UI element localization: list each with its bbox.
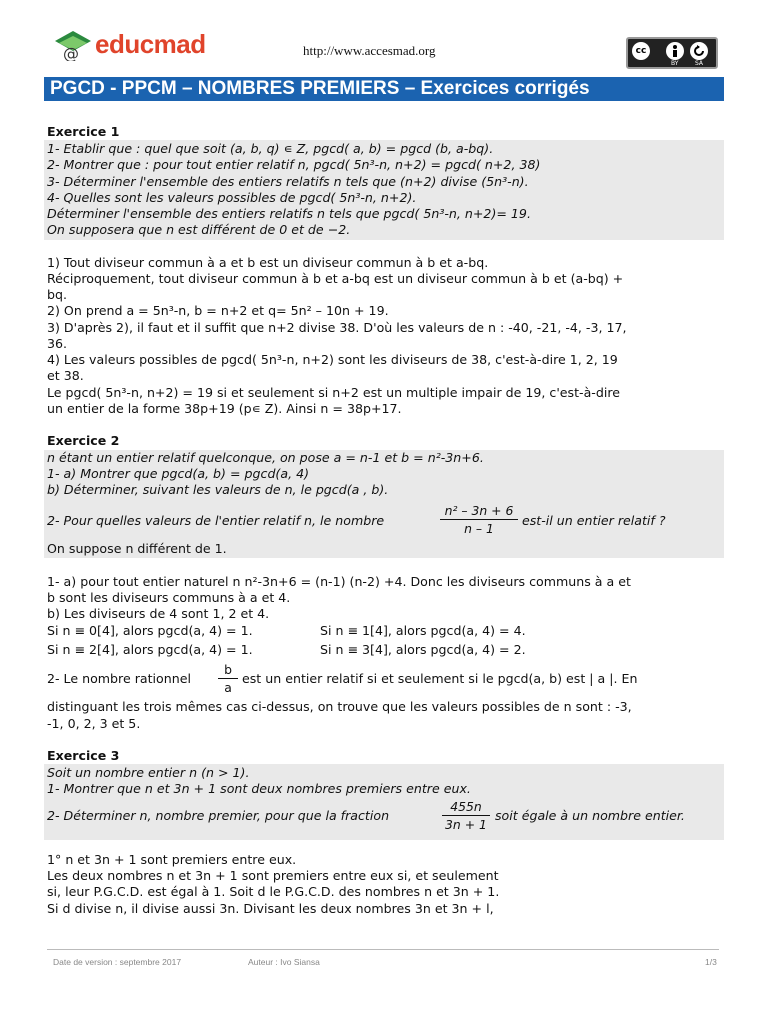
answer-line: si, leur P.G.C.D. est égal à 1. Soit d le P.G.C.D. des nombres n et 3n + 1. <box>47 884 500 899</box>
fraction-bar <box>440 519 518 520</box>
person-icon <box>666 42 684 60</box>
svg-text:@: @ <box>63 44 79 61</box>
exercise-1-heading: Exercice 1 <box>47 124 120 139</box>
answer-line: est un entier relatif si et seulement si le pgcd(a, b) est | a |. En <box>242 671 638 686</box>
statement-line: 2- Déterminer n, nombre premier, pour que la fraction <box>47 808 390 823</box>
answer-line: 4) Les valeurs possibles de pgcd( 5n³-n, n+2) sont les diviseurs de 38, c'est-à-dire 1, 2, 19 <box>47 352 618 367</box>
answer-line: et 38. <box>47 368 84 383</box>
share-alike-icon <box>690 42 708 60</box>
cc-by-label: BY <box>671 60 679 67</box>
statement-line: 4- Quelles sont les valeurs possibles de pgcd( 5n³-n, n+2). <box>47 190 417 205</box>
fraction-denominator: 3n + 1 <box>445 817 487 832</box>
answer-line: distinguant les trois mêmes cas ci-dessus, on trouve que les valeurs possibles de n sont : -3, <box>47 699 632 714</box>
fraction-expression <box>218 662 238 695</box>
statement-line: On supposera que n est différent de 0 et de −2. <box>47 222 351 237</box>
statement-line: 2- Pour quelles valeurs de l'entier relatif n, le nombre <box>47 513 385 528</box>
case-line: Si n ≡ 3[4], alors pgcd(a, 4) = 2. <box>320 642 526 657</box>
statement-line: 2- Montrer que : pour tout entier relatif n, pgcd( 5n³-n, n+2) = pgcd( n+2, 38) <box>47 157 541 172</box>
answer-line: 36. <box>47 336 68 351</box>
fraction-numerator: n² – 3n + 6 <box>444 503 514 518</box>
statement-line: Déterminer l'ensemble des entiers relatifs n tels que pgcd( 5n³-n, n+2)= 19. <box>47 206 531 221</box>
cc-license-badge <box>626 37 718 69</box>
case-line: Si n ≡ 0[4], alors pgcd(a, 4) = 1. <box>47 623 253 638</box>
answer-line: Réciproquement, tout diviseur commun à b et a-bq est un diviseur commun à b et (a-bq) + <box>47 271 624 286</box>
answer-line: 3) D'après 2), il faut et il suffit que n+2 divise 38. D'où les valeurs de n : -40, -21, -4, -3, 17, <box>47 320 627 335</box>
fraction-numerator: 455n <box>450 799 482 814</box>
answer-line: un entier de la forme 38p+19 (p∊ Z). Ainsi n = 38p+17. <box>47 401 402 416</box>
answer-line: 2- Le nombre rationnel <box>47 671 191 686</box>
statement-line: soit égale à un nombre entier. <box>495 808 685 823</box>
logo-badge-icon <box>53 27 93 61</box>
cc-icon: cc <box>632 42 650 60</box>
answer-line: 1) Tout diviseur commun à a et b est un diviseur commun à b et a-bq. <box>47 255 489 270</box>
answer-line: Le pgcd( 5n³-n, n+2) = 19 si et seulement si n+2 est un multiple impair de 19, c'est-à-dire <box>47 385 620 400</box>
case-line: Si n ≡ 1[4], alors pgcd(a, 4) = 4. <box>320 623 526 638</box>
fraction-numerator: b <box>224 662 232 677</box>
educmad-logo <box>53 24 206 64</box>
statement-line: 1- Etablir que : quel que soit (a, b, q) ∊ Z, pgcd( a, b) = pgcd (b, a-bq). <box>47 141 494 156</box>
fraction-expression <box>442 799 490 832</box>
fraction-denominator: n – 1 <box>464 521 494 536</box>
logo-text: educmad <box>95 28 206 59</box>
answer-line: Les deux nombres n et 3n + 1 sont premiers entre eux si, et seulement <box>47 868 499 883</box>
answer-line: 2) On prend a = 5n³-n, b = n+2 et q= 5n² – 10n + 19. <box>47 303 389 318</box>
answer-line: 1- a) pour tout entier naturel n n²-3n+6 = (n-1) (n-2) +4. Donc les diviseurs communs à a et <box>47 574 631 589</box>
answer-line: -1, 0, 2, 3 et 5. <box>47 716 141 731</box>
answer-line: b sont les diviseurs communs à a et 4. <box>47 590 291 605</box>
answer-line: Si d divise n, il divise aussi 3n. Divisant les deux nombres 3n et 3n + l, <box>47 901 494 916</box>
statement-note: On suppose n différent de 1. <box>47 541 227 556</box>
fraction-bar <box>218 678 238 679</box>
fraction-bar <box>442 815 490 816</box>
cc-sa-label: SA <box>695 60 704 67</box>
footer-page-number: 1/3 <box>705 957 717 967</box>
statement-line: 1- a) Montrer que pgcd(a, b) = pgcd(a, 4) <box>47 466 309 481</box>
fraction-denominator: a <box>224 680 232 695</box>
answer-line: bq. <box>47 287 67 302</box>
answer-line: b) Les diviseurs de 4 sont 1, 2 et 4. <box>47 606 270 621</box>
footer-author: Auteur : Ivo Siansa <box>248 957 320 967</box>
statement-line: Soit un nombre entier n (n > 1). <box>47 765 250 780</box>
statement-line: b) Déterminer, suivant les valeurs de n, le pgcd(a , b). <box>47 482 389 497</box>
case-line: Si n ≡ 2[4], alors pgcd(a, 4) = 1. <box>47 642 253 657</box>
footer-divider <box>47 949 719 950</box>
statement-line: 1- Montrer que n et 3n + 1 sont deux nombres premiers entre eux. <box>47 781 471 796</box>
statement-line: n étant un entier relatif quelconque, on pose a = n-1 et b = n²-3n+6. <box>47 450 484 465</box>
statement-line: 3- Déterminer l'ensemble des entiers relatifs n tels que (n+2) divise (5n³-n). <box>47 174 529 189</box>
answer-line: 1° n et 3n + 1 sont premiers entre eux. <box>47 852 297 867</box>
statement-line: est-il un entier relatif ? <box>522 513 666 528</box>
site-url[interactable]: http://www.accesmad.org <box>303 43 436 58</box>
page-title: PGCD - PPCM – NOMBRES PREMIERS – Exercices corrigés <box>44 77 724 101</box>
exercise-2-heading: Exercice 2 <box>47 433 120 448</box>
exercise-3-heading: Exercice 3 <box>47 748 120 763</box>
fraction-expression <box>440 503 518 536</box>
footer-date: Date de version : septembre 2017 <box>53 957 182 967</box>
